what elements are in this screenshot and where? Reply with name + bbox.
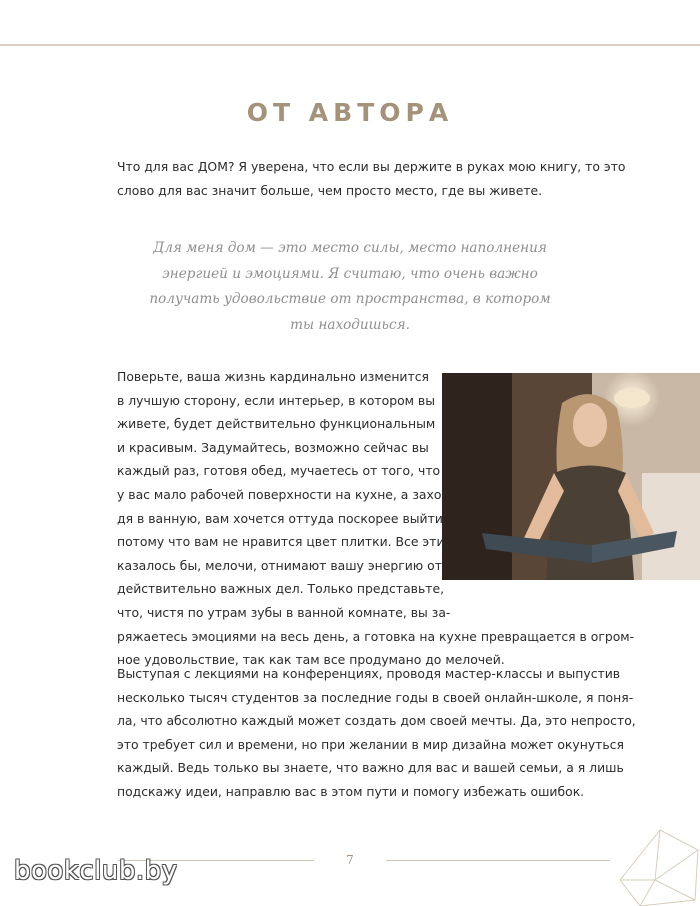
closing-paragraph: Выступая с лекциями на конференциях, проводя мастер-классы и выпустив несколько тысяч студентов за последние годы в своей онлайн-школе, я поня- ла, что абсолютно каждый может создать дом своей мечты. Да, это непросто, это требует сил и времени, но при желании в мир дизайна может окунуться каждый. Ведь только вы знаете, что важно для вас и вашей семьи, а я лишь подскажу идеи, направлю вас в этом пути и помогу избежать ошибок. — [117, 666, 636, 799]
page-title: ОТ АВТОРА — [246, 98, 454, 127]
geometric-ornament — [600, 820, 700, 906]
page-number: 7 — [346, 853, 354, 867]
pull-quote: Для меня дом — это место силы, место наполнения энергией и эмоциями. Я считаю, что очень важно получать удовольствие от пространства, в котором ты находишься. — [149, 240, 551, 333]
main-paragraph: Поверьте, ваша жизнь кардинально изменится в лучшую сторону, если интерьер, в котором вы живете, будет действительно функциональным и красивым. Задумайтесь, возможно сейчас вы каждый раз, готовя обед, мучаетесь от того, что у вас мало рабочей поверхности на кухне, а захо- дя в ванную, вам хочется оттуда поскорее выйти, потому что вам не нравится цвет плитки. Все эти, казалось бы, мелочи, отнимают вашу энергию от действительно важных дел. Только представьте, что, чистя по утрам зубы в ванной комнате, вы за- ряжаетесь эмоциями на весь день, а готовка на кухне превращается в огром- ное удовольствие, так как там все продумано до мелочей. — [117, 369, 635, 668]
top-divider — [0, 44, 700, 46]
footer-divider-right — [386, 860, 610, 861]
intro-paragraph: Что для вас ДОМ? Я уверена, что если вы держите в руках мою книгу, то это слово для вас значит больше, чем просто место, где вы живете. — [117, 159, 626, 198]
watermark: bookclub.by — [14, 856, 178, 886]
